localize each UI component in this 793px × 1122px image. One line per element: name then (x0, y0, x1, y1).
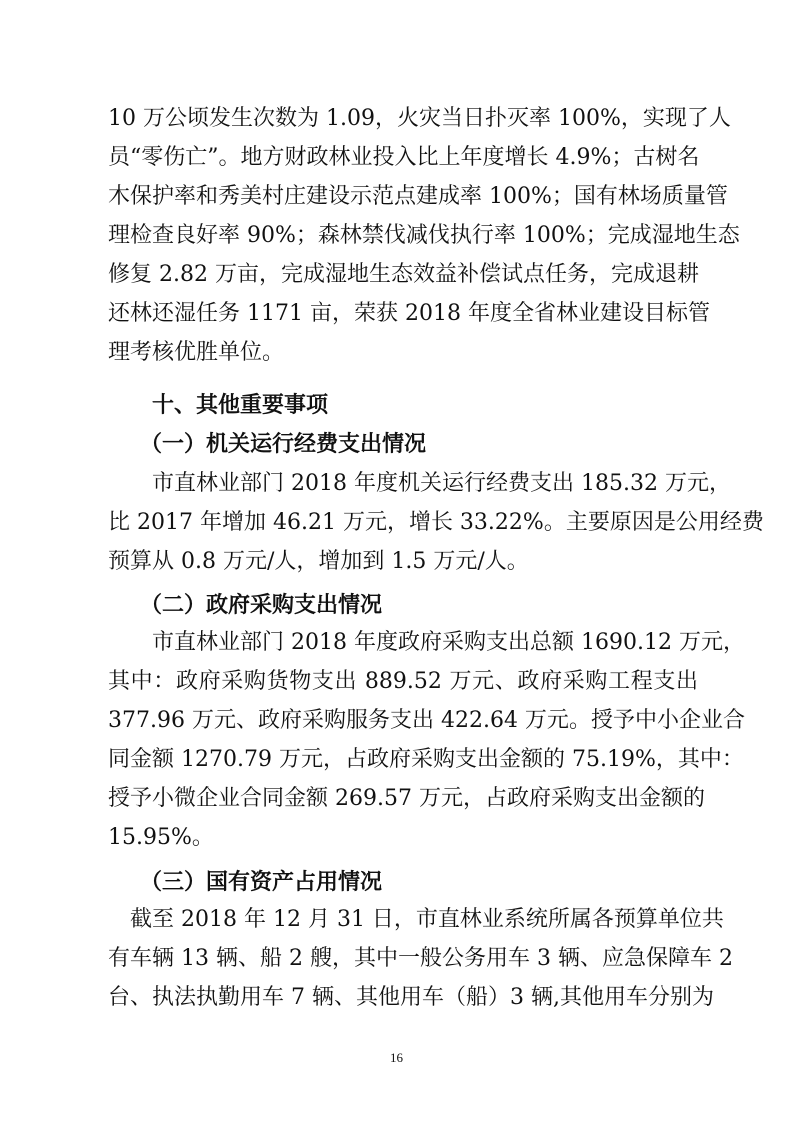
subsection-heading: （二）政府采购支出情况 (140, 593, 383, 618)
paragraph-line: 理检查良好率 90%；森林禁伐减伐执行率 100%；完成湿地生态 (108, 223, 740, 248)
paragraph-line: 员“零伤亡”。地方财政林业投入比上年度增长 4.9%；古树名 (108, 145, 700, 170)
paragraph-line: 其中：政府采购货物支出 889.52 万元、政府采购工程支出 (108, 669, 698, 694)
paragraph-line: 授予小微企业合同金额 269.57 万元，占政府采购支出金额的 (108, 786, 705, 811)
paragraph-line: 有车辆 13 辆、船 2 艘，其中一般公务用车 3 辆、应急保障车 2 (108, 946, 733, 971)
paragraph-line: 10 万公顷发生次数为 1.09，火灾当日扑灭率 100%，实现了人 (108, 106, 731, 131)
section-heading: 十、其他重要事项 (152, 393, 329, 418)
paragraph-line: 台、执法执勤用车 7 辆、其他用车（船）3 辆,其他用车分别为 (108, 985, 714, 1010)
paragraph-line: 预算从 0.8 万元/人，增加到 1.5 万元/人。 (108, 549, 529, 574)
subsection-heading: （三）国有资产占用情况 (140, 870, 383, 895)
paragraph-line: 市直林业部门 2018 年度政府采购支出总额 1690.12 万元， (152, 630, 745, 655)
paragraph-line: 修复 2.82 万亩，完成湿地生态效益补偿试点任务，完成退耕 (108, 262, 699, 287)
paragraph-line: 还林还湿任务 1171 亩，荣获 2018 年度全省林业建设目标管 (108, 301, 710, 326)
paragraph-line: 377.96 万元、政府采购服务支出 422.64 万元。授予中小企业合 (108, 708, 745, 733)
paragraph-line: 市直林业部门 2018 年度机关运行经费支出 185.32 万元， (152, 471, 731, 496)
page-number: 16 (390, 1050, 403, 1065)
paragraph-line: 理考核优胜单位。 (108, 340, 285, 365)
paragraph-line: 木保护率和秀美村庄建设示范点建成率 100%；国有林场质量管 (108, 184, 728, 209)
paragraph-line: 同金额 1270.79 万元，占政府采购支出金额的 75.19%，其中： (108, 747, 744, 772)
subsection-heading: （一）机关运行经费支出情况 (140, 432, 427, 457)
paragraph-line: 比 2017 年增加 46.21 万元，增长 33.22%。主要原因是公用经费 (108, 510, 764, 535)
paragraph-line: 15.95%。 (108, 825, 214, 850)
paragraph-line: 截至 2018 年 12 月 31 日，市直林业系统所属各预算单位共 (130, 907, 724, 932)
